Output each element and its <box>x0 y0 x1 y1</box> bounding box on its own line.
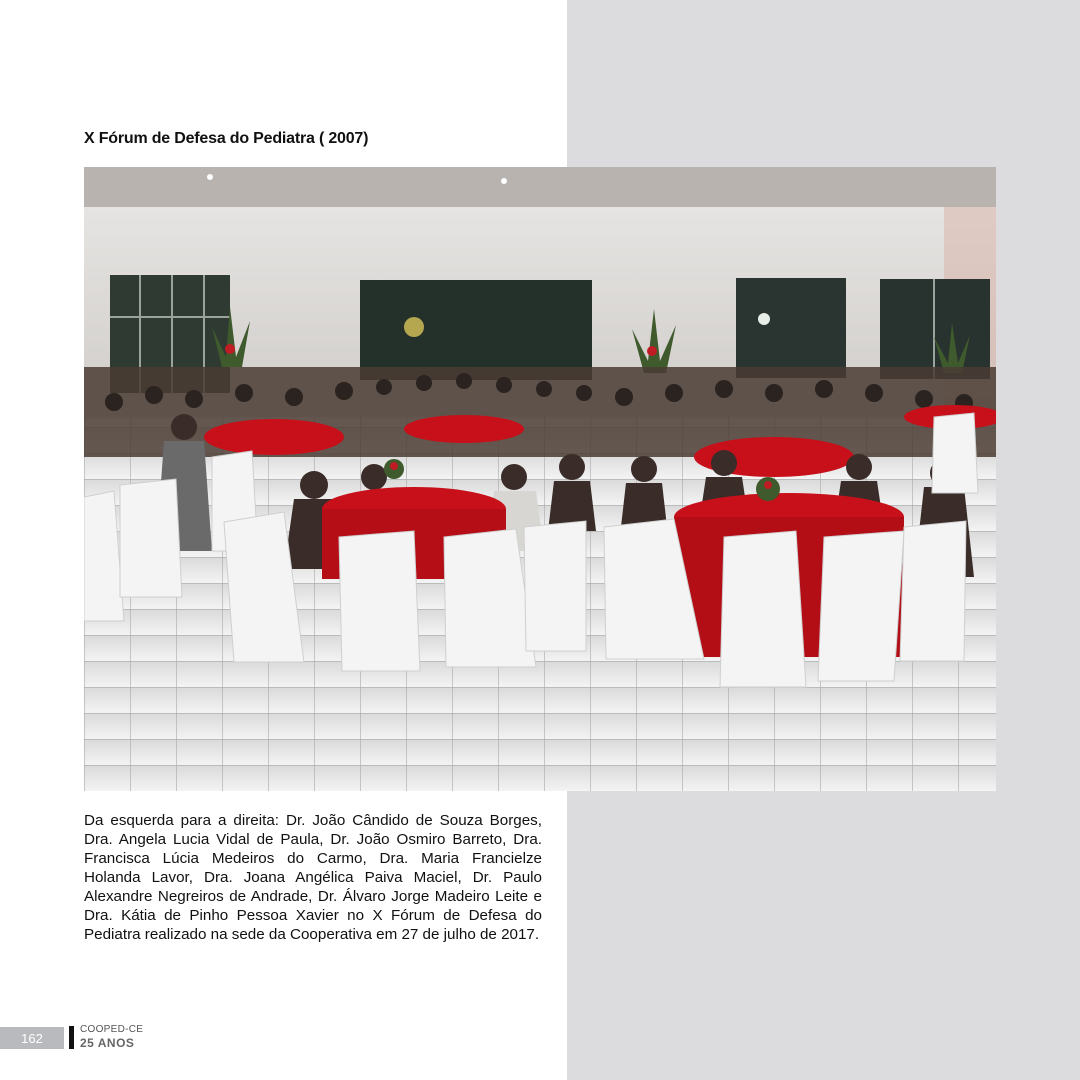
photo-caption: Da esquerda para a direita: Dr. João Cândido de Souza Borges, Dra. Angela Lucia Vidal de Paula, Dr. João Osmiro Barreto, Dra. Francisca Lúcia Medeiros do Carmo, Dra. Maria Francielze Holanda Lavor, Dra. Joana Angélica Paiva Maciel, Dr. Paulo Alexandre Negreiros de Andrade, Dr. Álvaro Jorge Madeiro Leite e Dra. Kátia de Pinho Pessoa Xavier no X Fórum de Defesa do Pediatra realizado na sede da Cooperativa em 27 de julho de 2017. <box>84 812 542 943</box>
page-number: 162 <box>0 1027 64 1049</box>
event-photo <box>84 167 996 791</box>
footer-divider <box>69 1026 74 1049</box>
footer-org-name: COOPED-CE <box>80 1024 144 1035</box>
footer-anniversary: 25 ANOS <box>80 1036 135 1050</box>
page-title: X Fórum de Defesa do Pediatra ( 2007) <box>84 130 369 147</box>
